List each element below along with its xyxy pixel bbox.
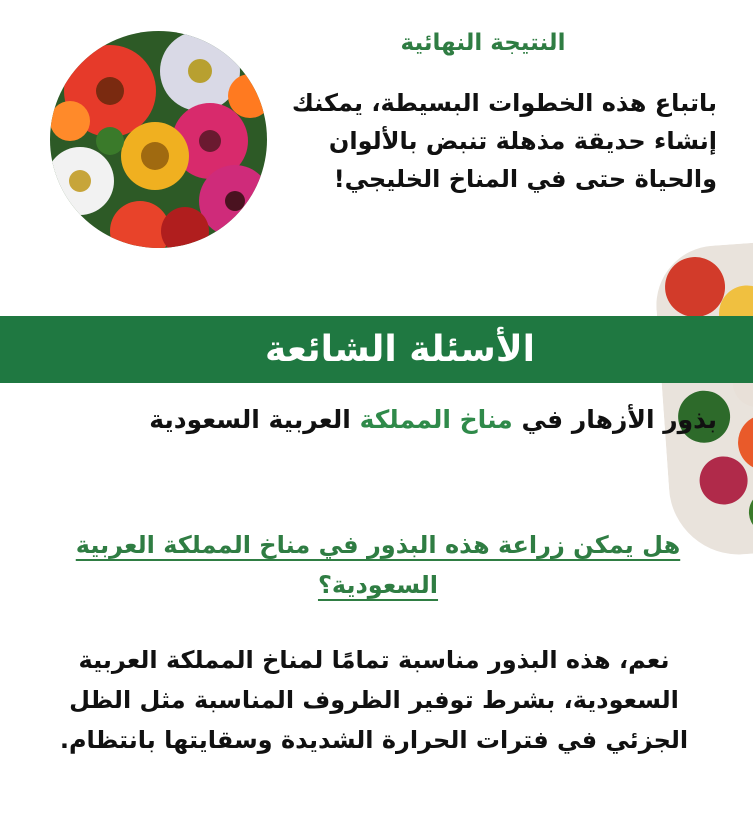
- faq-title: الأسئلة الشائعة: [265, 329, 535, 370]
- seeds-highlight: مناخ المملكة: [359, 405, 513, 434]
- faq-question-link[interactable]: هل يمكن زراعة هذه البذور في مناخ المملكة العربية السعودية؟: [75, 531, 681, 599]
- result-body: باتباع هذه الخطوات البسيطة، يمكنك إنشاء حديقة مذهلة تنبض بالألوان والحياة حتى في المناخ الخليجي!: [291, 89, 717, 193]
- seeds-subtitle: [37, 405, 717, 434]
- faq-answer: نعم، هذه البذور مناسبة تمامًا لمناخ المملكة العربية السعودية، بشرط توفير الظروف المناسبة مثل الظل الجزئي في فترات الحرارة الشديدة وسقايتها بانتظام.: [59, 646, 689, 754]
- seeds-text-part2: العربية السعودية: [149, 405, 360, 434]
- result-title: النتيجة النهائية: [400, 30, 566, 56]
- flower-decoration-image: [652, 241, 753, 559]
- zinnia-flowers-image: [50, 31, 267, 248]
- seeds-text-part1: بذور الأزهار في: [512, 405, 717, 434]
